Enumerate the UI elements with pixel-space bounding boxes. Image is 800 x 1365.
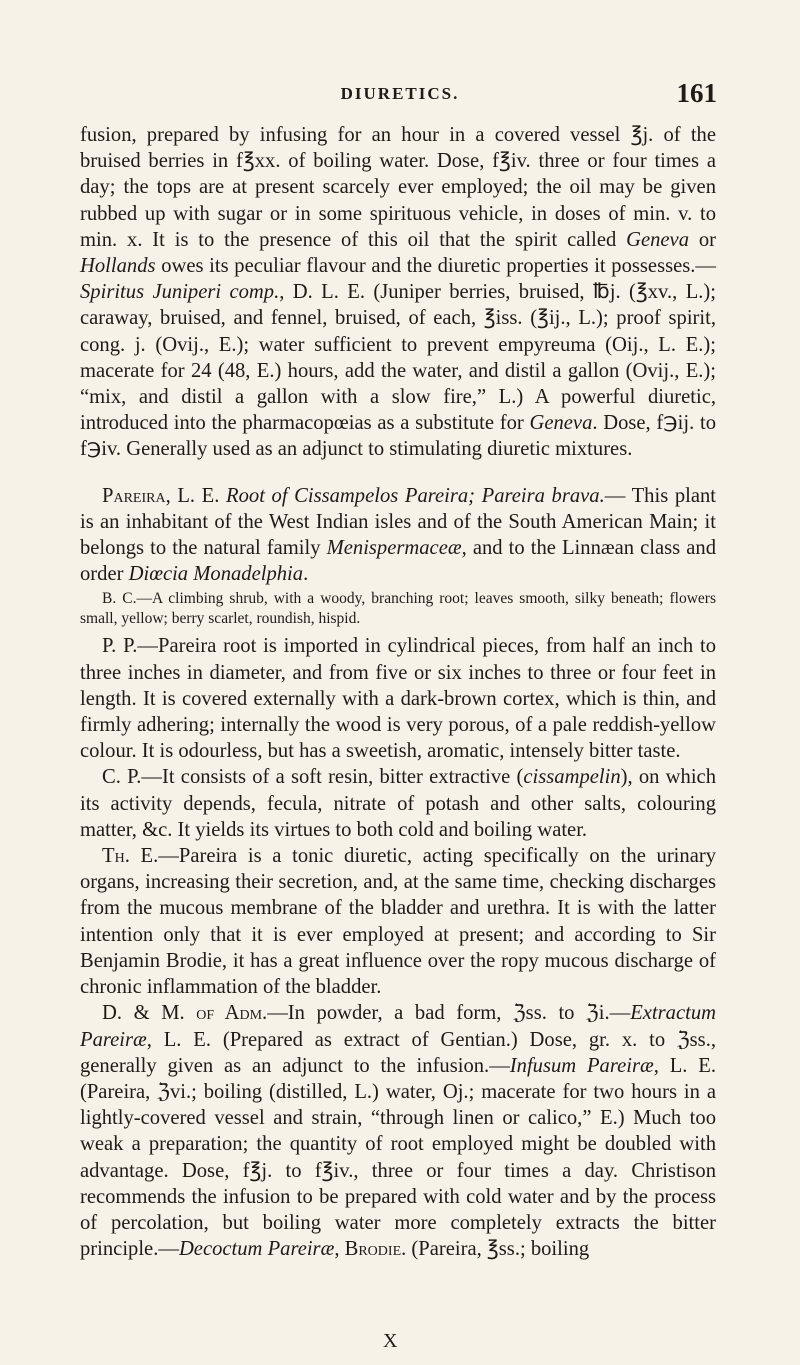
term-cissampelin: cissampelin bbox=[523, 766, 621, 789]
name-brodie: Brodie bbox=[344, 1238, 402, 1261]
text: — This plant is an inhabitant of the West Indian isles and of the South American Main; it belongs to the natural family bbox=[80, 484, 716, 560]
text: , L. E. (Prepared as extract of Gentian.) Dose, gr. x. to ℨss., generally given as an adjunct to the infusion.— bbox=[80, 1028, 716, 1077]
paragraph-chemical-properties bbox=[80, 764, 716, 843]
paragraph-physical-properties: P. P.—Pareira root is imported in cylindrical pieces, from half an inch to three inches in diameter, and from five or six inches to three or four feet in length. It is covered externally with a dark-brown cortex, which is thin, and firmly adhering; internally the wood is very porous, of a pale reddish-yellow colour. It is odourless, but has a sweetish, aromatic, intensely bitter taste. bbox=[80, 635, 716, 763]
term-hollands: Hollands bbox=[80, 255, 156, 278]
text: , D. L. E. (Juniper berries, bruised, ℔j. (℥xv., L.); caraway, bruised, and fennel, bruised, of each, ℥iss. (℥ij., L.); proof spirit, cong. j. (Ovij., E.); water sufficient to prevent empyreuma (Oij., L. E.); macerate for 24 (48, E.) hours, add the water, and distil a gallon (Ovij., E.); “mix, and distil a gallon with a slow fire,” L.) A powerful diuretic, introduced into the pharmacopœias as a substitute for bbox=[80, 281, 717, 435]
body-text bbox=[80, 122, 716, 1262]
text: . Dose, f℈ij. to f℈iv. Generally used as an adjunct to stimulating diuretic mixtures. bbox=[80, 412, 716, 461]
paragraph-therapeutic-effects bbox=[80, 843, 716, 1000]
text: ), on which its activity depends, fecula, nitrate of potash and other salts, colouring matter, &c. It yields its virtues to both cold and boiling water. bbox=[80, 766, 716, 841]
label-of-adm: of Adm. bbox=[196, 1002, 268, 1025]
term-geneva: Geneva bbox=[626, 228, 689, 251]
text: fusion, prepared by infusing for an hour in a covered vessel ℥j. of the bruised berries in f℥xx. of boiling water. Dose, f℥iv. three or four times a day; the tops are at present scarcely ever employed; the oil may be given rubbed up with sugar or in some spirituous vehicle, in doses of min. v. to min. x. It is to the presence of this oil that the spirit called bbox=[80, 124, 716, 251]
text: —In powder, a bad form, ℨss. to ℨi.— bbox=[267, 1002, 631, 1025]
running-head: DIURETICS. bbox=[340, 84, 460, 103]
term-menispermaceae: Menispermaceæ bbox=[326, 537, 462, 560]
text: owes its peculiar flavour and the diuretic properties it possesses.— bbox=[155, 255, 716, 278]
term-geneva: Geneva bbox=[529, 412, 593, 435]
text: , L. E. (Pareira, ℨvi.; boiling (distilled, L.) water, Oj.; macerate for two hours in a lightly-covered vessel and strain, “through linen or calico,” E.) Much too weak a preparation; the quantity of root employed might be doubled with advantage. Dose, f℥j. to f℥iv., three or four times a day. Christison recommends the infusion to be prepared with cold water and by the process of percolation, but boiling water more completely extracts the bitter principle.— bbox=[80, 1054, 716, 1261]
text: D. & M. bbox=[102, 1002, 197, 1025]
entry-subtitle: Root of Cissampelos Pareira; Pareira brava. bbox=[226, 484, 605, 507]
text: , L. E. bbox=[165, 484, 227, 507]
paragraph-juniper-continued bbox=[80, 122, 716, 463]
paragraph-botanical-characters: B. C.—A climbing shrub, with a woody, branching root; leaves smooth, silky beneath; flowers small, yellow; berry scarlet, roundish, hispid. bbox=[80, 590, 716, 628]
page-header bbox=[0, 78, 800, 118]
term-decoctum-pareirae: Decoctum Pareiræ bbox=[178, 1238, 335, 1261]
text: or bbox=[689, 228, 716, 251]
signature-mark: X bbox=[383, 1330, 398, 1352]
term-dioecia: Diœcia Monadelphia bbox=[128, 563, 304, 586]
paragraph-pareira-heading bbox=[80, 483, 716, 588]
term-infusum-pareirae: Infusum Pareiræ bbox=[509, 1054, 654, 1077]
paragraph-doses bbox=[80, 1000, 716, 1262]
text: C. P.—It consists of a soft resin, bitter extractive ( bbox=[102, 766, 524, 789]
term-spiritus-juniperi: Spiritus Juniperi comp. bbox=[80, 281, 280, 304]
entry-title-pareira: Pareira bbox=[102, 484, 166, 507]
text: , bbox=[334, 1238, 345, 1261]
page-number: 161 bbox=[676, 78, 717, 108]
text: E.—Pareira is a tonic diuretic, acting specifically on the urinary organs, increasing their secretion, and, at the same time, checking discharges from the mucous membrane of the bladder and urethra. It is with the latter intention only that it is ever employed at present; and according to Sir Benjamin Brodie, it has a great influence over the ropy mucous discharge of chronic inflammation of the bladder. bbox=[80, 845, 716, 999]
text: . bbox=[303, 563, 309, 586]
term-extractum-pareirae: Extractum Pareiræ bbox=[80, 1002, 716, 1051]
text: , and to the Linnæan class and order bbox=[80, 537, 716, 586]
label-th: Th. bbox=[102, 845, 130, 868]
text: . (Pareira, ℥ss.; boiling bbox=[401, 1238, 590, 1261]
